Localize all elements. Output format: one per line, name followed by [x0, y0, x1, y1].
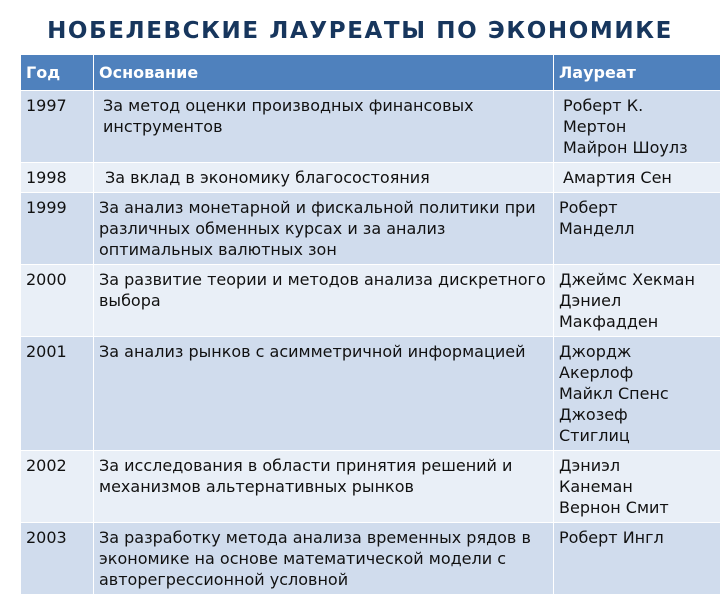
laureate-name: Майкл Спенс	[559, 384, 669, 403]
laureate-name: Майрон Шоулз	[563, 138, 688, 157]
basis-cell: За разработку метода анализа временных рядов в экономике на основе математической модели с авторегрессионной условной	[94, 523, 554, 595]
table-row	[21, 337, 721, 451]
laureate-name: Роберт К.	[563, 96, 644, 115]
year-cell: 1999	[21, 193, 94, 265]
year-cell: 2001	[21, 337, 94, 451]
header-row	[21, 55, 721, 91]
laureate-cell	[554, 265, 721, 337]
table-body	[21, 91, 721, 595]
year-cell: 2003	[21, 523, 94, 595]
header-year: Год	[21, 55, 94, 91]
laureate-name: Джозеф	[559, 405, 628, 424]
year-cell: 2002	[21, 451, 94, 523]
laureate-name: Макфадден	[559, 312, 659, 331]
laureate-name: Джордж	[559, 342, 632, 361]
laureate-name: Роберт Ингл	[559, 528, 664, 547]
header-basis: Основание	[94, 55, 554, 91]
laureate-cell	[554, 91, 721, 163]
basis-cell: За вклад в экономику благосостояния	[94, 163, 554, 193]
laureate-cell	[554, 451, 721, 523]
basis-cell: За развитие теории и методов анализа дискретного выбора	[94, 265, 554, 337]
slide-title: НОБЕЛЕВСКИЕ ЛАУРЕАТЫ ПО ЭКОНОМИКЕ	[47, 18, 673, 44]
basis-cell: За анализ монетарной и фискальной политики при различных обменных курсах и за анализ оптимальных валютных зон	[94, 193, 554, 265]
table-row	[21, 163, 721, 193]
laureate-name: Акерлоф	[559, 363, 634, 382]
laureates-table	[20, 54, 721, 595]
table-row	[21, 193, 721, 265]
year-cell: 2000	[21, 265, 94, 337]
table-row	[21, 523, 721, 595]
table-row	[21, 265, 721, 337]
laureate-name: Дэниел	[559, 291, 622, 310]
table-row	[21, 91, 721, 163]
laureate-name: Манделл	[559, 219, 635, 238]
basis-cell: За анализ рынков с асимметричной информацией	[94, 337, 554, 451]
laureate-name: Роберт	[559, 198, 618, 217]
laureate-cell	[554, 163, 721, 193]
laureate-name: Стиглиц	[559, 426, 630, 445]
table-header	[21, 55, 721, 91]
year-cell: 1997	[21, 91, 94, 163]
laureate-cell	[554, 523, 721, 595]
header-laureate: Лауреат	[554, 55, 721, 91]
laureate-name: Дэниэл	[559, 456, 621, 475]
year-cell: 1998	[21, 163, 94, 193]
basis-cell: За исследования в области принятия решений и механизмов альтернативных рынков	[94, 451, 554, 523]
table-row	[21, 451, 721, 523]
laureate-name: Вернон Смит	[559, 498, 669, 517]
laureate-cell	[554, 337, 721, 451]
laureate-name: Канеман	[559, 477, 633, 496]
laureate-name: Джеймс Хекман	[559, 270, 695, 289]
laureate-cell	[554, 193, 721, 265]
laureate-name: Амартия Сен	[563, 168, 672, 187]
laureate-name: Мертон	[563, 117, 627, 136]
basis-cell: За метод оценки производных финансовых инструментов	[94, 91, 554, 163]
